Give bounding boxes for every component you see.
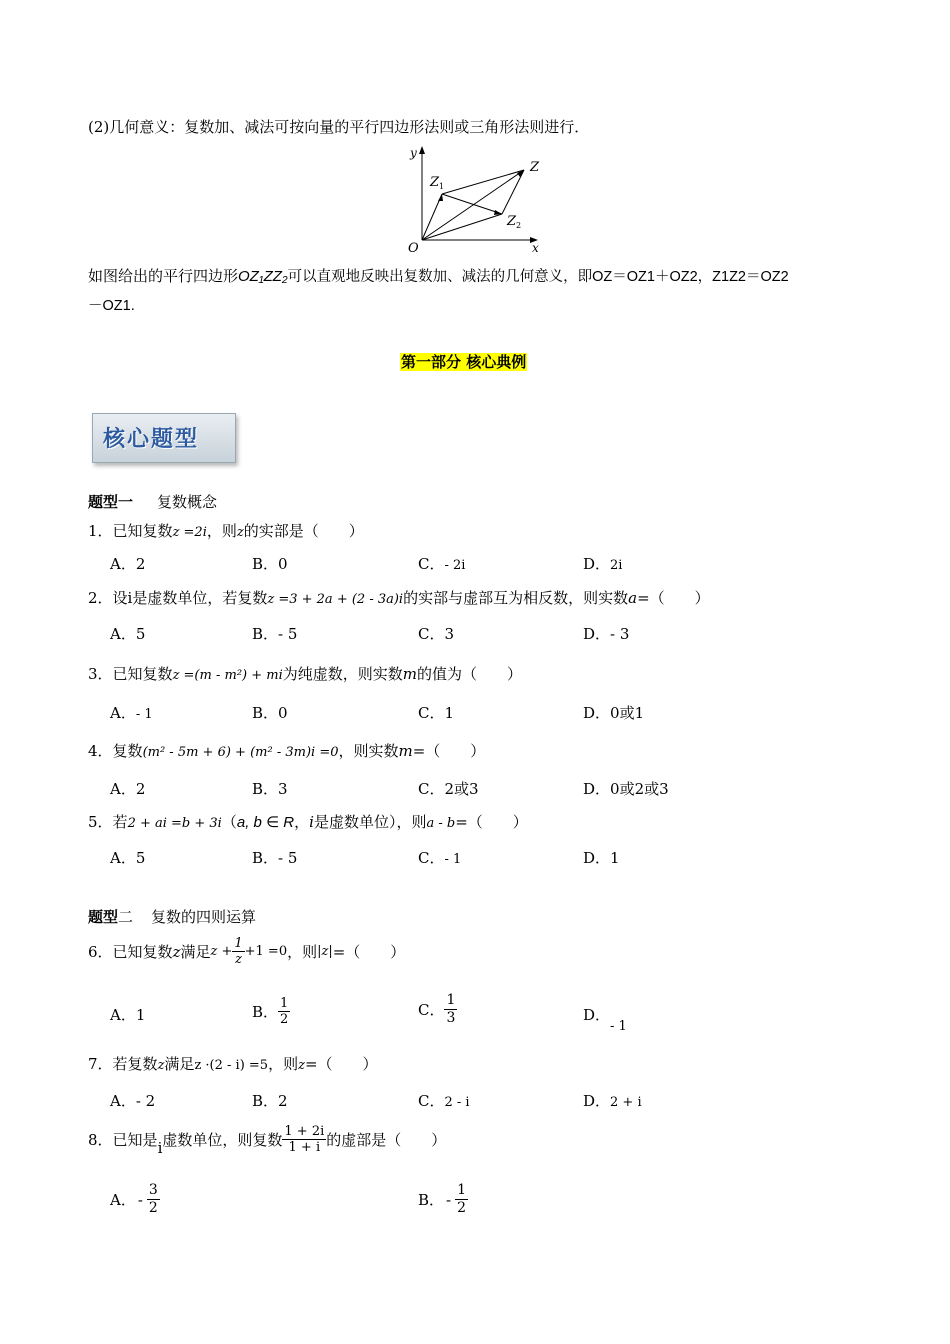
q7-mid: 满足 — [164, 1055, 195, 1073]
q5-b-label: B． — [252, 849, 279, 867]
q2-number: 2． — [88, 589, 113, 607]
q3-expr: z =(m - m²) + mi — [172, 668, 283, 683]
section-title-2 — [88, 906, 256, 927]
q1-c-label: C． — [418, 555, 445, 573]
q7-c-value: 2 - i — [444, 1095, 470, 1110]
q4-pre: 复数 — [112, 742, 143, 760]
q6-c-label: C． — [418, 1001, 445, 1019]
q6-c-fraction — [444, 992, 457, 1027]
question-8 — [88, 1124, 446, 1155]
q2-b-value: - 5 — [278, 625, 298, 643]
question-1 — [88, 520, 364, 541]
q2-d-value: - 3 — [610, 625, 630, 643]
q8-a-sign: - — [137, 1190, 143, 1209]
q7-d-label: D． — [583, 1092, 611, 1110]
point-z1-label: Z — [430, 175, 440, 190]
q6-b-den: 2 — [280, 1012, 289, 1027]
q7-post: ，则 — [268, 1055, 299, 1073]
q3-option-a[interactable] — [110, 702, 153, 723]
q8-b-label: B． — [418, 1191, 445, 1209]
q3-var: m — [402, 665, 417, 683]
q8-frac-num: 1 + 2i — [284, 1124, 325, 1139]
q8-a-den: 2 — [148, 1200, 158, 1216]
side-z2z — [502, 170, 524, 214]
q6-c-den: 3 — [446, 1010, 456, 1026]
section-2-bold: 题型 — [88, 908, 119, 926]
q5-pre: 若 — [112, 813, 128, 831]
q3-tail: 的值为（ ） — [417, 665, 523, 683]
q5-var: i — [309, 813, 314, 831]
q7-option-c[interactable] — [418, 1090, 470, 1111]
q1-post: 的实部是（ ） — [243, 522, 364, 540]
q2-pre: 设i是虚数单位，若复数 — [112, 589, 268, 607]
q8-frac-den: 1 + i — [288, 1140, 321, 1155]
q7-option-a[interactable] — [110, 1090, 155, 1111]
q6-number: 6． — [88, 943, 113, 961]
section-1-bold: 题型一 — [88, 493, 134, 511]
q6-fraction — [232, 936, 244, 967]
q6-option-a[interactable]: A．1 — [110, 1006, 146, 1024]
question-5 — [88, 811, 528, 832]
q5-b-value: - 5 — [278, 849, 298, 867]
parallelogram-diagram — [398, 140, 548, 256]
q2-post: 的实部与虚部互为相反数，则实数 — [403, 589, 629, 607]
q6-mid: 满足 — [180, 943, 211, 961]
x-axis-label: x — [532, 241, 539, 255]
q1-number: 1． — [88, 522, 113, 540]
explanation-line-2: －OZ1. — [88, 298, 135, 314]
q6-expr-a: z + — [210, 944, 233, 959]
section-2-number: 二 — [118, 908, 134, 926]
explanation-line-1 — [88, 265, 789, 286]
q5-number: 5． — [88, 813, 113, 831]
q8-number: 8． — [88, 1131, 113, 1149]
q8-option-a[interactable] — [110, 1182, 160, 1217]
q6-frac-num: 1 — [234, 936, 243, 951]
q1-expr: z =2i — [172, 525, 207, 540]
q5-option-c[interactable] — [418, 847, 461, 868]
q5-c-label: C． — [418, 849, 445, 867]
q7-option-b[interactable]: B．2 — [252, 1092, 288, 1110]
q4-post: ，则实数 — [338, 742, 399, 760]
q4-option-a[interactable]: A．2 — [110, 780, 146, 798]
q6-b-num: 1 — [280, 996, 289, 1011]
explain-shape: OZ₁ZZ₂ — [238, 268, 288, 285]
q1-d-value: 2i — [610, 558, 623, 573]
q1-option-c[interactable] — [418, 553, 465, 574]
point-z2-label: Z — [507, 214, 517, 229]
q6-b-label: B． — [252, 1003, 279, 1021]
q5-post: 是虚数单位），则 — [313, 813, 427, 831]
q2-tail: =（ ） — [637, 589, 710, 607]
q2-option-b[interactable] — [252, 623, 297, 644]
question-6 — [88, 936, 405, 967]
q5-cond: a, b ∈ R — [236, 814, 295, 831]
q5-expr: 2 + ai =b + 3i — [127, 816, 222, 831]
q4-var: m — [398, 742, 413, 760]
q5-tail: =（ ） — [455, 813, 528, 831]
q1-c-value: - 2i — [444, 558, 466, 573]
q4-expr: (m² - 5m + 6) + (m² - 3m)i =0 — [142, 745, 339, 760]
q8-b-num: 1 — [457, 1182, 467, 1198]
q8-a-num: 3 — [148, 1182, 158, 1198]
q6-tail: =（ ） — [332, 943, 406, 961]
q3-pre: 已知复数 — [112, 665, 173, 683]
core-type-badge-text: 核心题型 — [103, 427, 200, 452]
q5-c-value: - 1 — [444, 852, 462, 867]
q4-option-c[interactable]: C．2或3 — [418, 780, 479, 798]
explain-mid: 可以直观地反映出复数加、减法的几何意义，即OZ＝OZ1＋OZ2，Z1Z2＝OZ2 — [287, 269, 789, 285]
q3-a-value: - 1 — [135, 707, 153, 722]
q7-option-d[interactable] — [583, 1090, 642, 1111]
q6-post: ，则 — [287, 943, 318, 961]
q2-option-a[interactable]: A．5 — [110, 625, 146, 643]
point-z2-subscript: 2 — [516, 221, 522, 230]
q3-number: 3． — [88, 665, 113, 683]
q7-c-label: C． — [418, 1092, 445, 1110]
part-title-text: 第一部分 核心典例 — [401, 353, 527, 371]
q7-tail: =（ ） — [304, 1055, 378, 1073]
question-2 — [88, 587, 710, 608]
q6-option-d[interactable] — [583, 1004, 627, 1034]
q8-fraction — [282, 1124, 326, 1155]
q8-a-label: A． — [110, 1191, 136, 1209]
q1-mid: ，则 — [206, 522, 237, 540]
question-3 — [88, 663, 522, 684]
geometric-meaning-line: (2)几何意义：复数加、减法可按向量的平行四边形法则或三角形法则进行． — [88, 118, 590, 136]
q6-option-b[interactable] — [252, 996, 290, 1027]
q6-option-c[interactable] — [418, 992, 457, 1027]
q4-option-b[interactable]: B．3 — [252, 780, 288, 798]
q8-b-sign: - — [446, 1190, 452, 1209]
q6-b-fraction — [278, 996, 290, 1027]
q7-a-value: - 2 — [135, 1092, 156, 1110]
q8-var: i — [157, 1138, 163, 1157]
q3-option-c[interactable]: C．1 — [418, 704, 455, 722]
q2-b-label: B． — [252, 625, 279, 643]
q8-a-fraction — [147, 1182, 160, 1217]
q4-tail: =（ ） — [412, 742, 486, 760]
q2-expr: z =3 + 2a + (2 - 3a)i — [267, 592, 404, 607]
q6-var: z — [172, 942, 181, 961]
q7-expr: z ·(2 - i) =5 — [194, 1058, 269, 1073]
q2-d-label: D． — [583, 625, 611, 643]
q8-b-fraction — [455, 1182, 468, 1217]
explain-prefix: 如图给出的平行四边形 — [88, 267, 239, 285]
q3-option-b[interactable]: B．0 — [252, 704, 288, 722]
origin-label: O — [408, 241, 419, 256]
q3-a-label: A． — [110, 704, 136, 722]
q1-var: z — [236, 525, 244, 540]
q5-paren: （ — [221, 813, 237, 831]
section-title-1 — [88, 491, 217, 512]
vector-oz2 — [422, 214, 502, 240]
q1-option-d[interactable] — [583, 553, 622, 574]
q2-var: a — [628, 589, 638, 607]
q7-var: z — [157, 1058, 165, 1073]
q8-pre: 已知是 — [112, 1131, 158, 1149]
q3-post: 为纯虚数，则实数 — [282, 665, 403, 683]
q5-expr2: a - b — [426, 816, 456, 831]
question-7 — [88, 1053, 378, 1074]
q8-post: 的虚部是（ ） — [326, 1131, 447, 1149]
q5-comma: ， — [294, 813, 310, 831]
q5-option-b[interactable] — [252, 847, 297, 868]
q8-option-b[interactable] — [418, 1182, 468, 1217]
diagonal-z1z2 — [442, 194, 502, 214]
q6-d-label: D． — [583, 1006, 611, 1024]
y-axis-label: y — [410, 146, 417, 160]
q7-d-value: 2 + i — [610, 1095, 642, 1110]
section-2-rest: 复数的四则运算 — [151, 908, 257, 926]
q3-option-d[interactable]: D．0或1 — [583, 704, 645, 722]
q6-pre: 已知复数 — [112, 943, 173, 961]
q4-option-d[interactable]: D．0或2或3 — [583, 780, 669, 798]
q1-option-b[interactable]: B．0 — [252, 555, 288, 573]
point-z1-subscript: 1 — [439, 182, 445, 191]
q5-option-a[interactable]: A．5 — [110, 849, 146, 867]
q2-option-c[interactable]: C．3 — [418, 625, 455, 643]
part-title — [400, 351, 527, 372]
q7-a-label: A． — [110, 1092, 136, 1110]
q1-d-label: D． — [583, 555, 611, 573]
q6-expr-b: +1 =0 — [244, 944, 288, 959]
q8-mid: 虚数单位，则复数 — [162, 1131, 283, 1149]
q5-option-d[interactable]: D．1 — [583, 849, 620, 867]
question-4 — [88, 740, 485, 761]
q7-var2: z — [298, 1058, 305, 1073]
q6-frac-den: z — [235, 952, 242, 967]
side-z1z — [442, 170, 524, 194]
arrow-z1 — [438, 194, 443, 201]
q6-abs: |z| — [317, 944, 333, 959]
q6-c-num: 1 — [446, 992, 456, 1008]
y-axis-arrow — [419, 146, 425, 154]
q2-option-d[interactable] — [583, 623, 629, 644]
core-type-badge — [92, 413, 236, 463]
section-1-rest: 复数概念 — [157, 493, 218, 511]
q7-number: 7． — [88, 1055, 113, 1073]
q7-pre: 若复数 — [112, 1055, 158, 1073]
point-z-label: Z — [530, 160, 540, 175]
q1-pre: 已知复数 — [112, 522, 173, 540]
q1-option-a[interactable]: A．2 — [110, 555, 146, 573]
q6-d-value: - 1 — [610, 1019, 627, 1034]
q8-b-den: 2 — [457, 1200, 467, 1216]
q4-number: 4． — [88, 742, 113, 760]
